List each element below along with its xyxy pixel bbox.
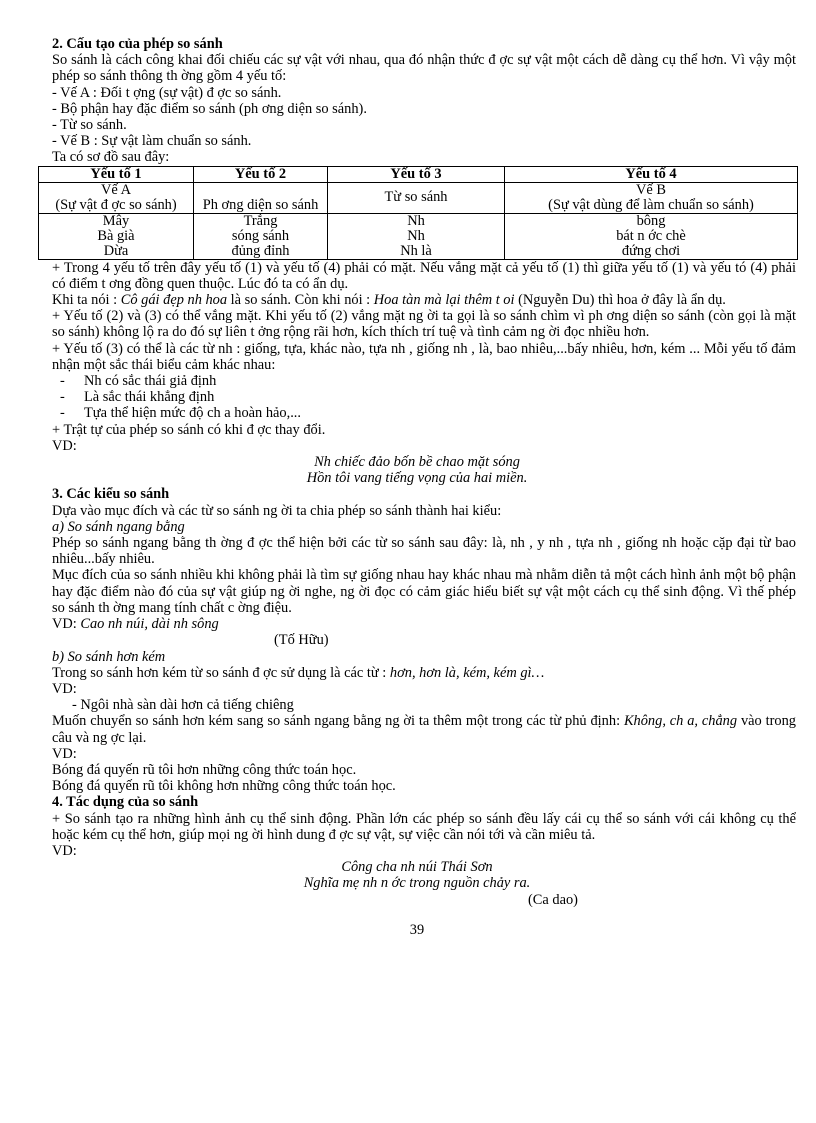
table-cell: Mây Bà già Dừa [39, 213, 194, 259]
paragraph [38, 292, 796, 308]
example-line: Bóng đá quyến rũ tôi hơn những công thức toán học. [52, 761, 357, 778]
paragraph [38, 665, 796, 681]
list-item: - Bộ phận hay đặc điểm so sánh (ph ơng diện so sánh). [52, 100, 367, 117]
paragraph: Dựa vào mục đích và các từ so sánh ng ời ta chia phép so sánh thành hai kiểu: [52, 502, 502, 519]
list-item: - Từ so sánh. [52, 117, 127, 134]
document-page [38, 36, 796, 938]
vd-label: VD: [52, 842, 77, 859]
paragraph [38, 713, 796, 745]
list-item: - Là sắc thái khẳng định [60, 389, 215, 406]
structure-table [38, 166, 798, 260]
example-line: - Ngôi nhà sàn dài hơn cả tiếng chiêng [72, 697, 294, 714]
table-cell: Từ so sánh [328, 182, 505, 213]
text: Muốn chuyển so sánh hơn kém sang so sánh ngang bằng ng ời ta thêm một trong các từ phủ định: [52, 713, 624, 730]
paragraph: + Trật tự của phép so sánh có khi đ ợc thay đổi. [52, 421, 326, 438]
list-item: - Vế B : Sự vật làm chuẩn so sánh. [52, 133, 252, 150]
example-text: Không, ch a, chẳng [623, 713, 738, 730]
table-cell: Vế B (Sự vật dùng để làm chuẩn so sánh) [505, 182, 798, 213]
list-item: - Nh có sắc thái giả định [60, 373, 217, 390]
example-line [38, 616, 796, 632]
table-row [39, 182, 798, 213]
paragraph: + So sánh tạo ra những hình ảnh cụ thể sinh động. Phần lớn các phép so sánh đều lấy cái cụ thể so sánh với cái không cụ thể hoặc kém cụ thể hơn, giúp mọi ng ời hình dung đ ợc sự vật, sự việc cần nói tới và cần miêu tả. [52, 810, 796, 843]
table-header-cell: Yếu tố 1 [39, 166, 194, 182]
poem-line: Công cha nh núi Thái Sơn [341, 859, 493, 876]
page-number: 39 [409, 921, 425, 938]
poem-line: Nh chiếc đảo bốn bề chao mặt sóng [314, 454, 520, 471]
text: Khi ta nói : [52, 292, 121, 309]
list-item: - Tựa thể hiện mức độ ch a hoàn hảo,... [60, 405, 301, 422]
subsection-title: a) So sánh ngang bằng [52, 518, 185, 535]
list-item-text: Tựa thể hiện mức độ ch a hoàn hảo,... [84, 405, 301, 422]
table-cell: bông bát n ớc chè đứng chơi [505, 213, 798, 259]
section-heading-effects: 4. Tác dụng của so sánh [52, 794, 199, 811]
table-cell: Vế A (Sự vật đ ợc so sánh) [39, 182, 194, 213]
source-attribution: (Tố Hữu) [274, 632, 329, 649]
table-header-cell: Yếu tố 3 [328, 166, 505, 182]
table-cell: Nh Nh Nh là [328, 213, 505, 259]
paragraph: Mục đích của so sánh nhiều khi không phải là tìm sự giống nhau hay khác nhau mà nhằm diễn tả một cách hình ảnh một bộ phận hay đặc điểm nào đó của sự vật giúp ng ời nghe, ng ời đọc có cảm giác hiểu biết sự vật một cách cụ thể sinh động. Vì thế phép so sánh th ờng mang tính chất c ờng điệu. [52, 567, 796, 616]
table-cell: Trắng sóng sánh đủng đỉnh [194, 213, 328, 259]
text: là so sánh. Còn khi nói : [227, 292, 374, 309]
example-text: hơn, hơn là, kém, kém gì… [389, 664, 545, 681]
text: (Nguyễn Du) thì hoa ở đây là ẩn dụ. [514, 292, 726, 309]
list-item-text: Nh có sắc thái giả định [84, 373, 217, 390]
table-cell: Ph ơng diện so sánh [194, 182, 328, 213]
text: Trong so sánh hơn kém từ so sánh đ ợc sử dụng là các từ : [52, 664, 390, 681]
section-heading-structure: 2. Cấu tạo của phép so sánh [52, 36, 223, 52]
example-text: Cao nh núi, dài nh sông [80, 616, 219, 633]
table-header-cell: Yếu tố 2 [194, 166, 328, 182]
table-header-row [39, 166, 798, 182]
vd-label: VD: [52, 616, 81, 633]
vd-label: VD: [52, 745, 77, 762]
paragraph: + Trong 4 yếu tố trên đây yếu tố (1) và yếu tố (4) phải có mặt. Nếu vắng mặt cả yếu tố (1) thì giữa yếu tố (1) và yếu tó (4) phải có điểm t ơng đồng quen thuộc. Lúc đó ta có ẩn dụ. [52, 259, 796, 292]
section-heading-types: 3. Các kiểu so sánh [52, 486, 170, 503]
subsection-title: b) So sánh hơn kém [52, 648, 166, 665]
paragraph: + Yếu tố (2) và (3) có thể vắng mặt. Khi yếu tố (2) vắng mặt ng ời ta gọi là so sánh chìm vì ph ơng diện so sánh (còn gọi là mặt so sánh) không lộ ra do đó sự liên t ởng rộng rãi hơn, kích thích trí tuệ và tình cảm ng ời đọc nhiều hơn. [52, 308, 796, 341]
example-line: Bóng đá quyến rũ tôi không hơn những công thức toán học. [52, 778, 396, 795]
text: vào trong câu và ng ợc lại. [52, 713, 796, 746]
source-attribution: (Ca dao) [528, 891, 578, 908]
table-row [39, 213, 798, 259]
table-header-cell: Yếu tố 4 [505, 166, 798, 182]
list-item: - Vế A : Đối t ợng (sự vật) đ ợc so sánh. [52, 84, 282, 101]
list-item-text: Là sắc thái khẳng định [84, 389, 215, 406]
paragraph: + Yếu tố (3) có thể là các từ nh : giống, tựa, khác nào, tựa nh , giống nh , là, bao nhiêu,...bấy nhiêu, hơn, kém ... Mỗi yếu tố đảm nhận một sắc thái biểu cảm khác nhau: [52, 340, 796, 373]
vd-label: VD: [52, 680, 77, 697]
vd-label: VD: [52, 437, 77, 454]
paragraph: So sánh là cách công khai đối chiếu các sự vật với nhau, qua đó nhận thức đ ợc sự vật một cách dễ dàng cụ thể hơn. Vì vậy một phép so sánh thông th ờng gồm 4 yếu tố: [52, 52, 796, 85]
paragraph: Ta có sơ đồ sau đây: [52, 149, 170, 166]
poem-line: Nghĩa mẹ nh n ớc trong nguồn chảy ra. [303, 875, 531, 892]
paragraph: Phép so sánh ngang bằng th ờng đ ợc thể hiện bởi các từ so sánh sau đây: là, nh , y nh , tựa nh , giống nh hoặc cặp đại từ bao nhiêu...bấy nhiêu. [52, 535, 796, 568]
poem-line: Hồn tôi vang tiếng vọng của hai miền. [306, 470, 528, 487]
example-text: Cô gái đẹp nh hoa [120, 292, 228, 309]
example-text: Hoa tàn mà lại thêm t oi [373, 292, 515, 309]
